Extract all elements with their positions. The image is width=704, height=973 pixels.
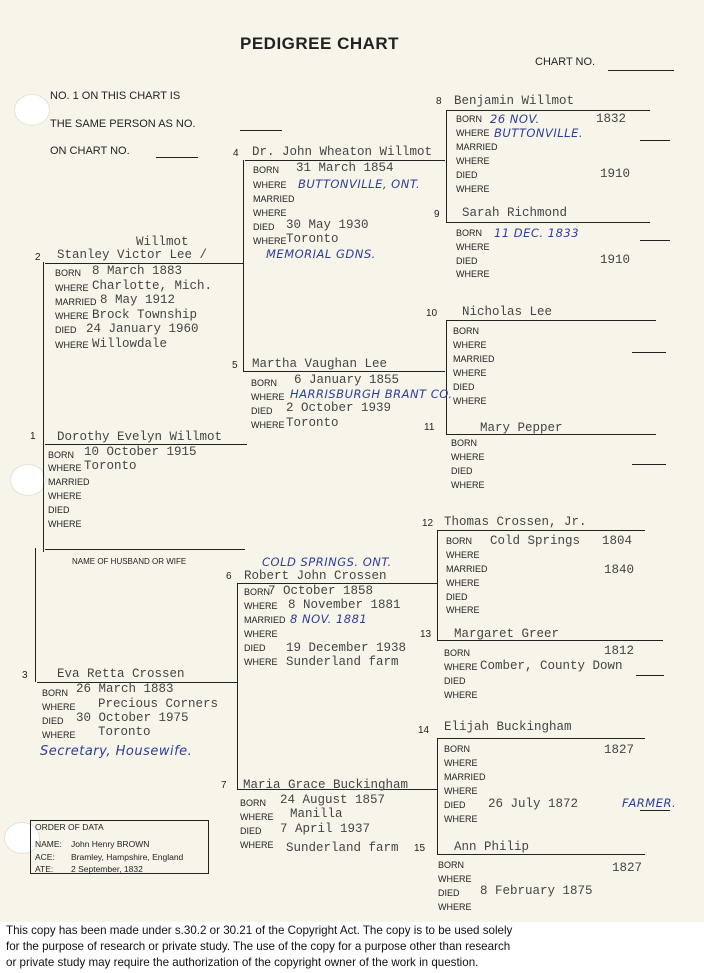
- where-label: WHERE: [253, 236, 287, 246]
- person-2-died-where: Willowdale: [92, 337, 168, 351]
- chart-no-blank: [608, 70, 674, 71]
- date-blank: [636, 675, 664, 676]
- born-label: BORN: [253, 165, 280, 175]
- married-label: MARRIED: [253, 194, 295, 204]
- died-label: DIED: [55, 325, 77, 335]
- married-label: MARRIED: [453, 354, 495, 364]
- same-person-line2: THE SAME PERSON AS NO.: [50, 118, 196, 130]
- page-title: PEDIGREE CHART: [240, 34, 400, 53]
- where-label: WHERE: [55, 340, 89, 350]
- person-2-born: 8 March 1883: [92, 264, 183, 278]
- person-8-name: Benjamin Willmot: [454, 94, 575, 108]
- person-2-married-where: Brock Township: [92, 308, 198, 322]
- person-10-name: Nicholas Lee: [462, 305, 553, 319]
- person-6-note: COLD SPRINGS. ONT.: [262, 555, 392, 569]
- born-label: BORN: [251, 378, 278, 388]
- died-label: DIED: [244, 643, 266, 653]
- where-label: WHERE: [251, 420, 285, 430]
- person-6-died: 19 December 1938: [286, 641, 407, 655]
- born-label: BORN: [444, 648, 471, 658]
- tree-line: [437, 738, 438, 854]
- person-1-number: 1: [30, 431, 36, 442]
- where-label: WHERE: [438, 874, 472, 884]
- person-1-born-where: Toronto: [84, 459, 137, 473]
- order-date-value: 2 September, 1832: [71, 864, 143, 874]
- person-8-born: 26 NOV.: [490, 112, 540, 126]
- married-label: MARRIED: [446, 564, 488, 574]
- person-6-born: 7 October 1858: [268, 584, 374, 598]
- died-label: DIED: [42, 716, 64, 726]
- born-label: BORN: [42, 688, 69, 698]
- died-label: DIED: [451, 466, 473, 476]
- born-label: BORN: [453, 326, 480, 336]
- person-2-married: 8 May 1912: [100, 293, 176, 307]
- where-label: WHERE: [446, 578, 480, 588]
- person-9-died: 1910: [600, 253, 631, 267]
- order-of-data-heading: ORDER OF DATA: [35, 822, 104, 832]
- person-7-number: 7: [221, 780, 227, 791]
- person-9-name: Sarah Richmond: [462, 206, 568, 220]
- order-of-data-box: [30, 820, 209, 874]
- died-label: DIED: [444, 800, 466, 810]
- married-label: MARRIED: [456, 142, 498, 152]
- person-4-born-where: BUTTONVILLE, ONT.: [298, 177, 421, 191]
- born-label: BORN: [451, 438, 478, 448]
- person-15-name: Ann Philip: [454, 840, 530, 854]
- person-5-died-where: Toronto: [286, 416, 339, 430]
- copyright-line-1: This copy has been made under s.30.2 or 30.21 of the Copyright Act. The copy is to be used solely: [6, 924, 513, 937]
- copyright-line-3: or private study may require the authorization of the copyright owner of the work in question.: [6, 956, 479, 969]
- person-12-born-where: Cold Springs: [490, 534, 581, 548]
- person-4-name: Dr. John Wheaton Willmot: [252, 145, 433, 159]
- married-label: MARRIED: [244, 615, 286, 625]
- tree-line: [35, 548, 36, 682]
- where-label: WHERE: [55, 283, 89, 293]
- where-label: WHERE: [456, 242, 490, 252]
- person-3-number: 3: [22, 670, 28, 681]
- where-label: WHERE: [453, 396, 487, 406]
- person-4-born: 31 March 1854: [296, 161, 394, 175]
- born-label: BORN: [444, 744, 471, 754]
- born-label: BORN: [456, 228, 483, 238]
- person-14-died: 26 July 1872: [488, 797, 579, 811]
- where-label: WHERE: [244, 657, 278, 667]
- born-label: BORN: [55, 268, 82, 278]
- person-6-number: 6: [226, 571, 232, 582]
- person-3-died-where: Toronto: [98, 725, 151, 739]
- person-11-number: 11: [424, 422, 435, 433]
- where-label: WHERE: [444, 786, 478, 796]
- person-5-died: 2 October 1939: [286, 401, 392, 415]
- tree-line: [446, 110, 650, 111]
- where-label: WHERE: [444, 758, 478, 768]
- where-label: WHERE: [444, 662, 478, 672]
- person-8-number: 8: [436, 96, 442, 107]
- person-9-born: 11 DEC. 1833: [494, 226, 580, 240]
- person-12-number: 12: [422, 518, 434, 529]
- spouse-line: [45, 549, 245, 550]
- died-label: DIED: [446, 592, 468, 602]
- where-label: WHERE: [456, 156, 490, 166]
- married-label: MARRIED: [444, 772, 486, 782]
- tree-line: [437, 530, 438, 640]
- person-2-number: 2: [35, 252, 41, 263]
- born-label: BORN: [456, 114, 483, 124]
- person-3-born-where: Precious Corners: [98, 697, 219, 711]
- person-1-born: 10 October 1915: [84, 445, 197, 459]
- person-13-number: 13: [420, 629, 432, 640]
- where-label: WHERE: [451, 452, 485, 462]
- person-8-born-year: 1832: [596, 112, 627, 126]
- tree-line: [446, 320, 656, 321]
- date-blank: [640, 240, 670, 241]
- died-label: DIED: [456, 256, 478, 266]
- person-5-number: 5: [232, 360, 238, 371]
- person-12-died: 1840: [604, 563, 635, 577]
- where-label: WHERE: [244, 601, 278, 611]
- tree-line: [437, 530, 645, 531]
- where-label: WHERE: [456, 184, 490, 194]
- person-14-born: 1827: [604, 743, 635, 757]
- died-label: DIED: [438, 888, 460, 898]
- person-15-died: 8 February 1875: [480, 884, 593, 898]
- died-label: DIED: [456, 170, 478, 180]
- person-7-died: 7 April 1937: [280, 822, 371, 836]
- person-10-number: 10: [426, 308, 438, 319]
- person-4-number: 4: [233, 148, 239, 159]
- died-label: DIED: [453, 382, 475, 392]
- died-label: DIED: [444, 676, 466, 686]
- person-11-name: Mary Pepper: [480, 421, 563, 435]
- where-label: WHERE: [55, 311, 89, 321]
- where-label: WHERE: [48, 463, 82, 473]
- person-6-died-where: Sunderland farm: [286, 655, 399, 669]
- where-label: WHERE: [240, 840, 274, 850]
- order-name-value: John Henry BROWN: [71, 839, 150, 849]
- person-13-born: 1812: [604, 644, 635, 658]
- where-label: WHERE: [253, 180, 287, 190]
- where-label: WHERE: [240, 812, 274, 822]
- person-6-married: 8 NOV. 1881: [290, 612, 368, 626]
- date-blank: [640, 810, 670, 811]
- person-5-born: 6 January 1855: [294, 373, 400, 387]
- person-7-name: Maria Grace Buckingham: [243, 778, 409, 792]
- married-label: MARRIED: [55, 297, 97, 307]
- person-3-born: 26 March 1883: [76, 682, 174, 696]
- person-7-born: 24 August 1857: [280, 793, 386, 807]
- person-5-name: Martha Vaughan Lee: [252, 357, 388, 371]
- order-date-label: ATE:: [35, 864, 54, 874]
- tree-line: [243, 160, 244, 372]
- person-6-name: Robert John Crossen: [244, 569, 387, 583]
- person-14-number: 14: [418, 725, 430, 736]
- person-13-born-where: Comber, County Down: [480, 659, 623, 673]
- person-4-died-where: Toronto: [286, 232, 339, 246]
- person-8-died: 1910: [600, 167, 631, 181]
- where-label: WHERE: [42, 702, 76, 712]
- person-3-died: 30 October 1975: [76, 711, 189, 725]
- chart-no-blank-2: [156, 157, 198, 158]
- where-label: WHERE: [444, 690, 478, 700]
- tree-line: [446, 222, 650, 223]
- person-15-number: 15: [414, 843, 426, 854]
- born-label: BORN: [438, 860, 465, 870]
- died-label: DIED: [48, 505, 70, 515]
- punch-hole-top: [14, 94, 50, 126]
- died-label: DIED: [253, 222, 275, 232]
- chart-no-label: CHART NO.: [535, 56, 596, 68]
- born-label: BORN: [244, 587, 271, 597]
- person-3-name: Eva Retta Crossen: [57, 667, 185, 681]
- person-13-name: Margaret Greer: [454, 627, 560, 641]
- tree-line: [43, 262, 44, 392]
- where-label: WHERE: [244, 629, 278, 639]
- person-2-name: Stanley Victor Lee /: [57, 248, 208, 262]
- born-label: BORN: [240, 798, 267, 808]
- married-label: MARRIED: [48, 477, 90, 487]
- spouse-label: NAME OF HUSBAND OR WIFE: [72, 557, 187, 566]
- where-label: WHERE: [42, 730, 76, 740]
- person-2-born-where: Charlotte, Mich.: [92, 279, 213, 293]
- tree-line: [237, 583, 238, 789]
- order-place-label: ACE:: [35, 852, 55, 862]
- person-12-born-year: 1804: [602, 534, 633, 548]
- where-label: WHERE: [453, 340, 487, 350]
- where-label: WHERE: [453, 368, 487, 378]
- where-label: WHERE: [456, 269, 490, 279]
- punch-hole-middle: [10, 464, 46, 496]
- person-8-born-where: BUTTONVILLE.: [494, 126, 584, 140]
- where-label: WHERE: [48, 491, 82, 501]
- person-14-name: Elijah Buckingham: [444, 720, 572, 734]
- person-14-note: FARMER.: [622, 796, 677, 810]
- person-7-born-where: Manilla: [290, 807, 343, 821]
- tree-line: [43, 392, 44, 552]
- where-label: WHERE: [253, 208, 287, 218]
- tree-line: [437, 854, 645, 855]
- where-label: WHERE: [48, 519, 82, 529]
- person-2-died: 24 January 1960: [86, 322, 199, 336]
- where-label: WHERE: [446, 550, 480, 560]
- where-label: WHERE: [444, 814, 478, 824]
- born-label: BORN: [446, 536, 473, 546]
- person-2-name-extra: Willmot: [136, 235, 189, 249]
- born-label: BORN: [48, 450, 75, 460]
- person-9-number: 9: [434, 209, 440, 220]
- person-7-died-where: Sunderland farm: [286, 841, 399, 855]
- same-person-line1: NO. 1 ON THIS CHART IS: [50, 90, 181, 102]
- copyright-line-2: for the purpose of research or private study. The use of the copy for a purpose other than research: [6, 940, 511, 953]
- order-place-value: Bramley, Hampshire, England: [71, 852, 184, 862]
- person-1-name: Dorothy Evelyn Willmot: [57, 430, 223, 444]
- same-person-blank: [240, 130, 282, 131]
- person-4-note: MEMORIAL GDNS.: [266, 247, 376, 261]
- copyright-notice: [0, 922, 704, 973]
- died-label: DIED: [240, 826, 262, 836]
- person-6-born-where: 8 November 1881: [288, 598, 401, 612]
- person-4-died: 30 May 1930: [286, 218, 369, 232]
- tree-line: [446, 320, 447, 434]
- tree-line: [243, 371, 445, 372]
- person-12-name: Thomas Crossen, Jr.: [444, 515, 587, 529]
- person-3-note: Secretary, Housewife.: [40, 744, 193, 759]
- same-person-line3: ON CHART NO.: [50, 145, 130, 157]
- order-name-label: NAME:: [35, 839, 62, 849]
- where-label: WHERE: [438, 902, 472, 912]
- date-blank: [632, 464, 666, 465]
- where-label: WHERE: [451, 480, 485, 490]
- tree-line: [437, 738, 645, 739]
- tree-line: [446, 110, 447, 222]
- died-label: DIED: [251, 406, 273, 416]
- date-blank: [632, 352, 666, 353]
- person-5-born-where: HARRISBURGH BRANT CO.: [290, 387, 453, 401]
- where-label: WHERE: [456, 128, 490, 138]
- where-label: WHERE: [251, 392, 285, 402]
- date-blank: [640, 140, 670, 141]
- where-label: WHERE: [446, 605, 480, 615]
- person-15-born: 1827: [612, 861, 643, 875]
